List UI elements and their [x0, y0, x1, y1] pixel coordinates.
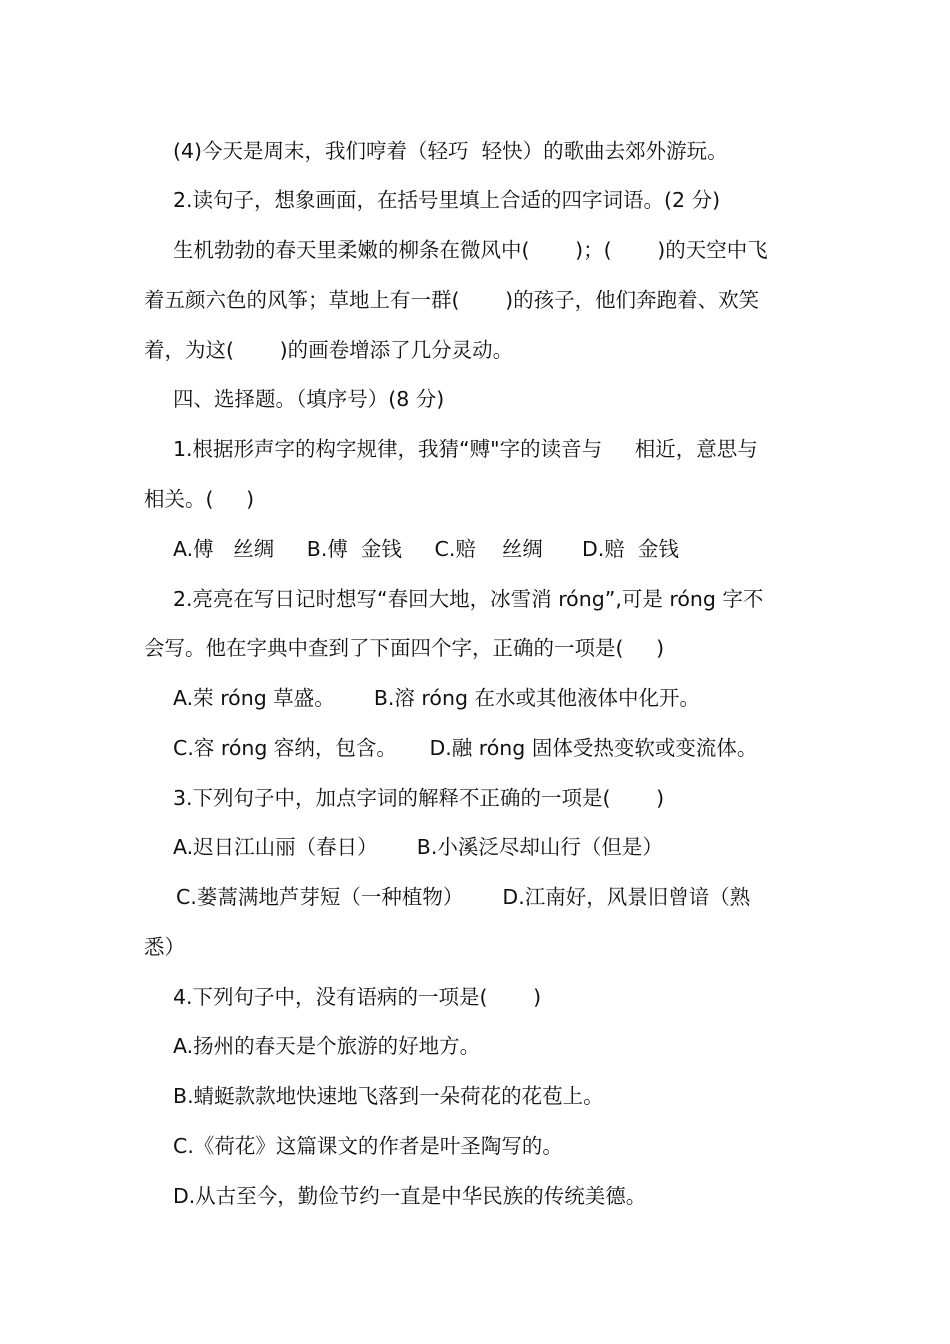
- line-choice-1-question-cont: 相关。( ): [144, 487, 255, 511]
- line-choice-3-options-cont: 悉）: [144, 935, 185, 959]
- line-section-2-heading: 2.读句子，想象画面，在括号里填上合适的四字词语。(2 分): [173, 188, 721, 212]
- line-choice-4-option-d: D.从古至今，勤俭节约一直是中华民族的传统美德。: [173, 1184, 647, 1208]
- line-choice-4-option-a: A.扬州的春天是个旅游的好地方。: [173, 1034, 481, 1058]
- line-section-4-heading: 四、选择题。（填序号）(8 分): [173, 387, 445, 411]
- line-choice-4-option-b: B.蜻蜓款款地快速地飞落到一朵荷花的花苞上。: [173, 1084, 604, 1108]
- line-choice-3-question: 3.下列句子中，加点字词的解释不正确的一项是( ): [173, 786, 665, 810]
- line-question-4: (4)今天是周末，我们哼着（轻巧 轻快）的歌曲去郊外游玩。: [173, 139, 728, 163]
- line-choice-4-option-c: C.《荷花》这篇课文的作者是叶圣陶写的。: [173, 1134, 563, 1158]
- line-choice-3-options-ab: A.迟日江山丽（春日） B.小溪泛尽却山行（但是）: [173, 835, 663, 859]
- line-choice-4-question: 4.下列句子中，没有语病的一项是( ): [173, 985, 542, 1009]
- line-choice-3-options-cd: C.蒌蒿满地芦芽短（一种植物） D.江南好，风景旧曾谙（熟: [176, 885, 751, 909]
- line-paragraph-2: 着五颜六色的风筝；草地上有一群( )的孩子，他们奔跑着、欢笑: [144, 288, 760, 312]
- line-choice-2-options-cd: C.容 róng 容纳，包含。 D.融 róng 固体受热变软或变流体。: [173, 736, 758, 760]
- line-choice-2-question-cont: 会写。他在字典中查到了下面四个字，正确的一项是( ): [144, 636, 665, 660]
- line-paragraph-1: 生机勃勃的春天里柔嫩的柳条在微风中( )；( )的天空中飞: [173, 238, 768, 262]
- line-paragraph-3: 着，为这( )的画卷增添了几分灵动。: [144, 338, 514, 362]
- line-choice-1-options: A.傅 丝绸 B.傅 金钱 C.赔 丝绸 D.赔 金钱: [173, 537, 679, 561]
- line-choice-1-question: 1.根据形声字的构字规律，我猜“赙"字的读音与 相近，意思与: [173, 437, 758, 461]
- line-choice-2-question: 2.亮亮在写日记时想写“春回大地，冰雪消 róng”,可是 róng 字不: [173, 587, 764, 611]
- line-choice-2-options-ab: A.荣 róng 草盛。 B.溶 róng 在水或其他液体中化开。: [173, 686, 700, 710]
